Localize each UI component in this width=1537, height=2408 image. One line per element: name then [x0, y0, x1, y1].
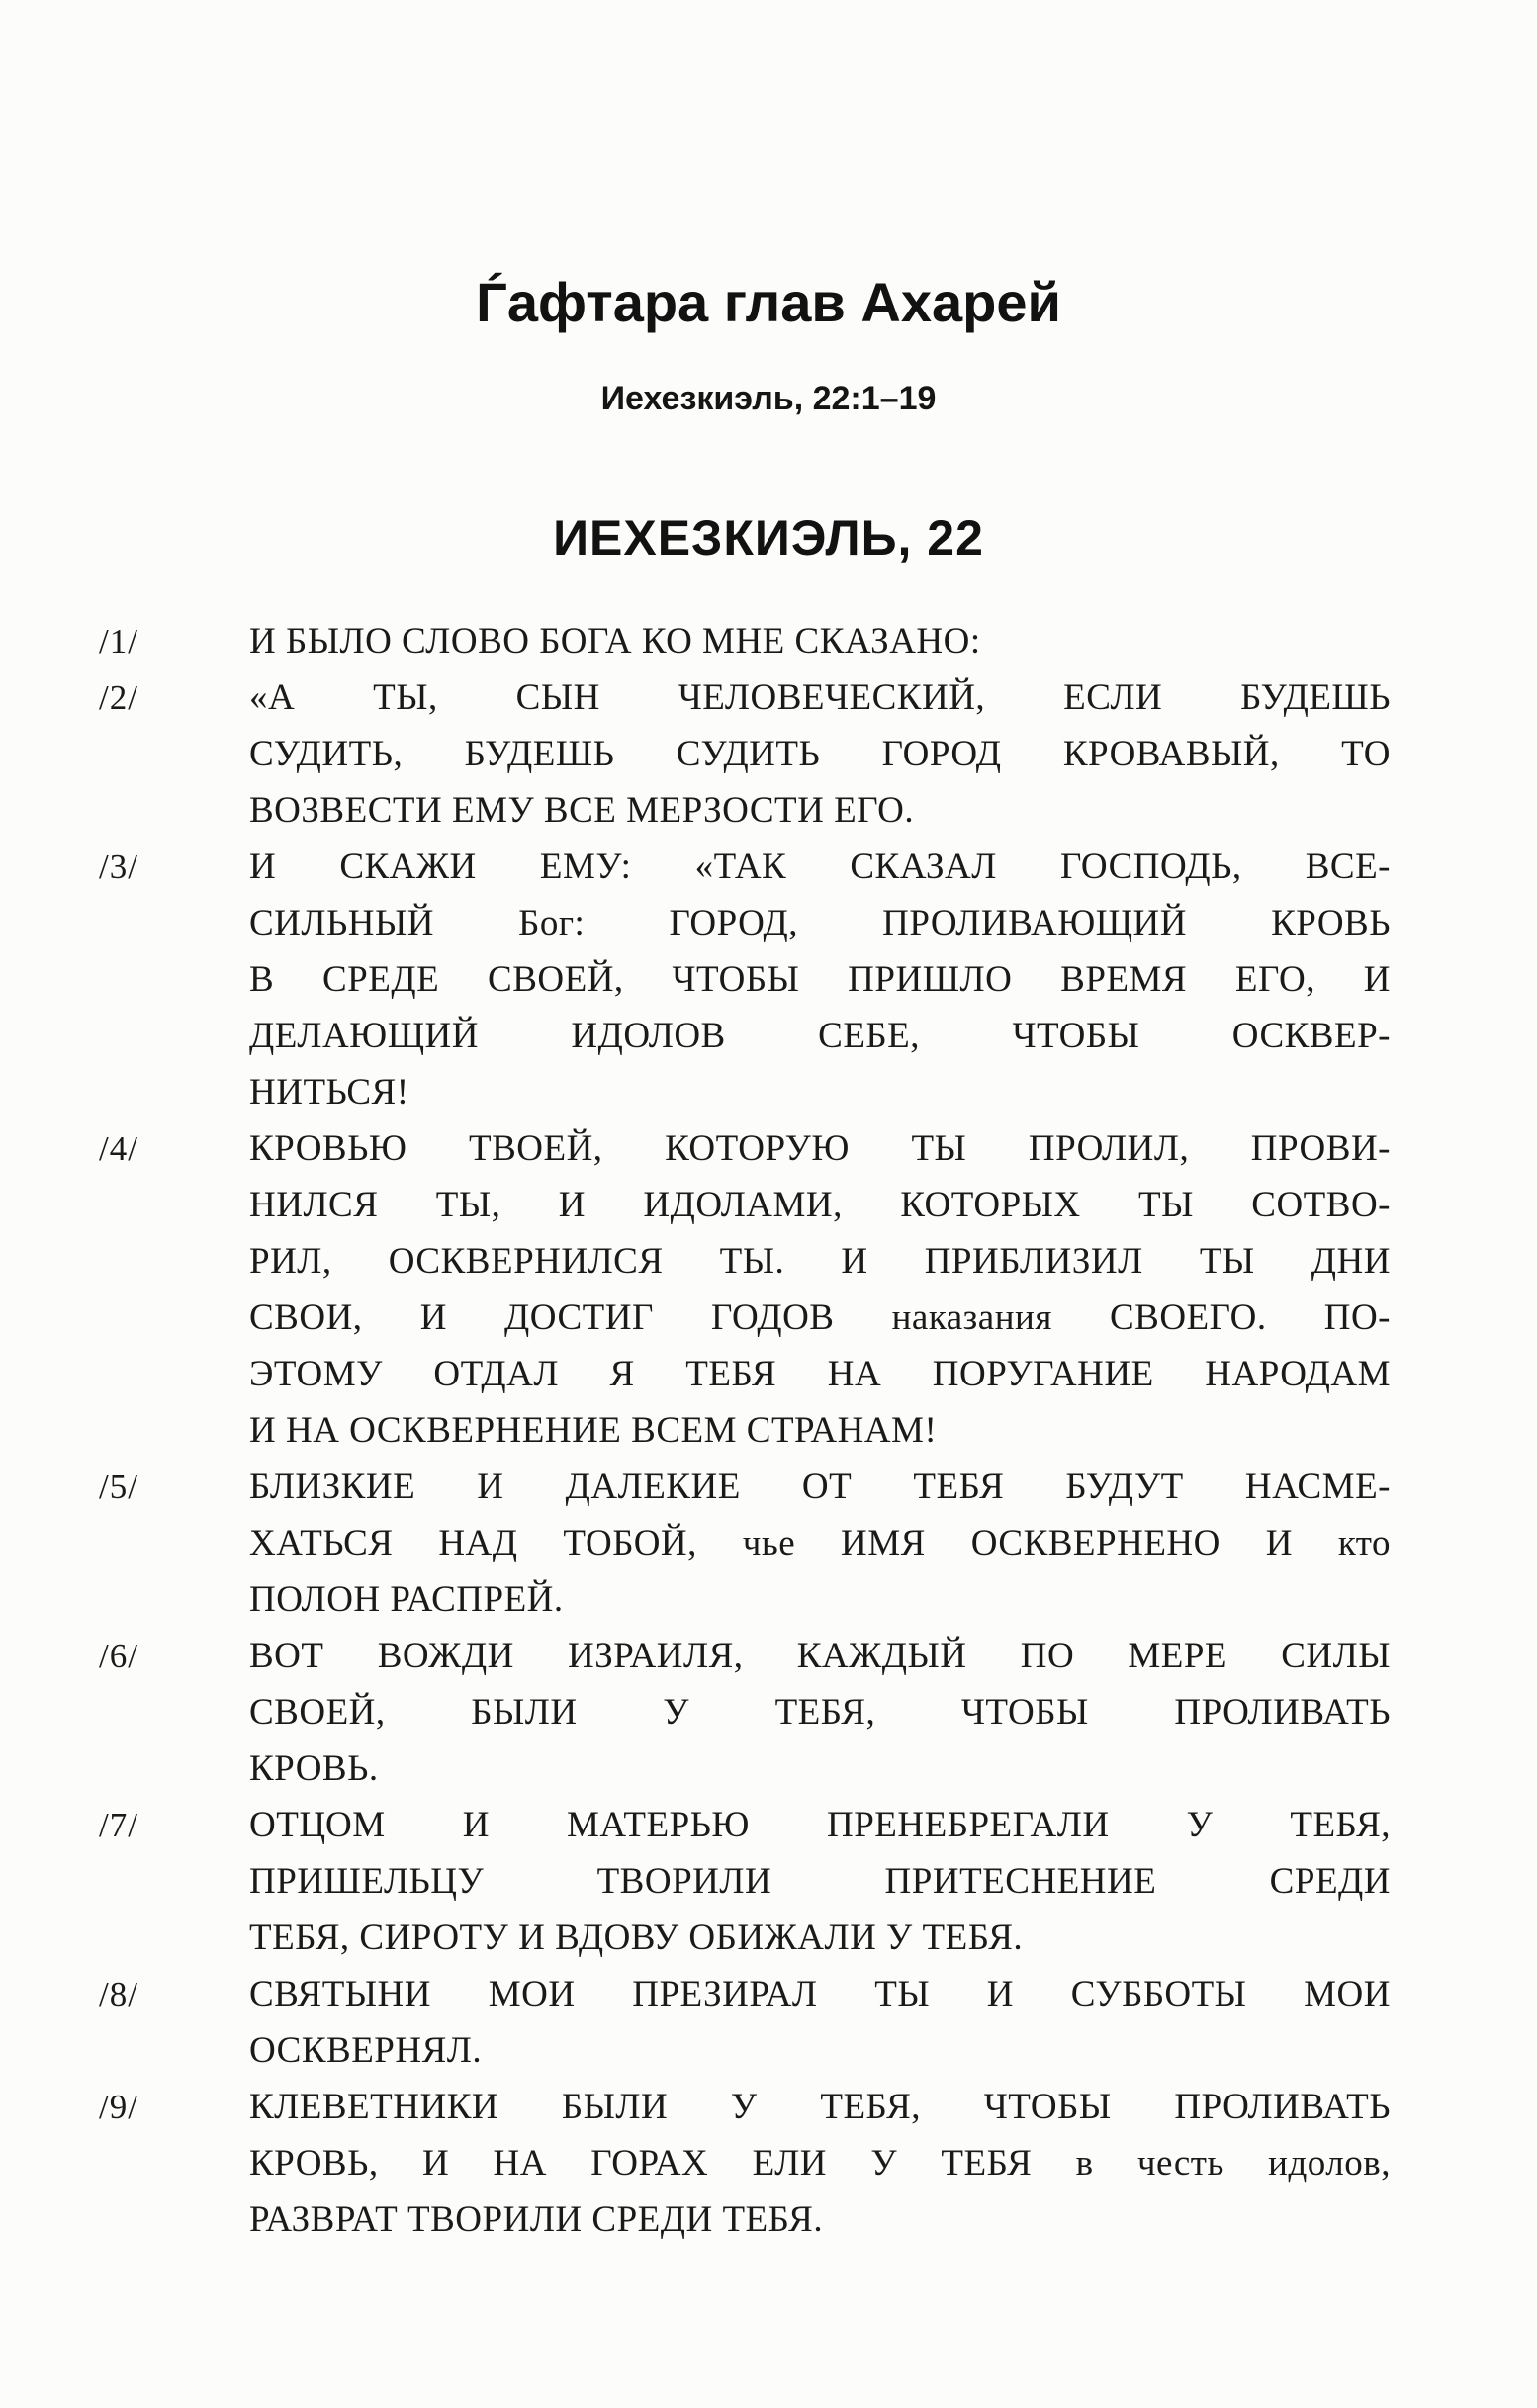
- verse-row: [99, 1628, 1391, 1797]
- verse-line: ЭТОМУ ОТДАЛ Я ТЕБЯ НА ПОРУГАНИЕ НАРОДАМ: [249, 1353, 1391, 1394]
- verse-row: [99, 613, 1391, 669]
- verse-text: [249, 1120, 1391, 1459]
- chapter-heading: ИЕХЕЗКИЭЛЬ, 22: [553, 509, 984, 566]
- verse-line: ПРИШЕЛЬЦУ ТВОРИЛИ ПРИТЕСНЕНИЕ СРЕДИ: [249, 1860, 1391, 1902]
- verse-line: НИЛСЯ ТЫ, И ИДОЛАМИ, КОТОРЫХ ТЫ СОТВО-: [249, 1184, 1391, 1225]
- verse-number: /2/: [99, 677, 138, 717]
- verse-line: ПОЛОН РАСПРЕЙ.: [249, 1578, 564, 1620]
- verse-line: «А ТЫ, СЫН ЧЕЛОВЕЧЕСКИЙ, ЕСЛИ БУДЕШЬ: [249, 676, 1391, 718]
- verse-line: РАЗВРАТ ТВОРИЛИ СРЕДИ ТЕБЯ.: [249, 2198, 824, 2240]
- verse-line: КРОВЬ, И НА ГОРАХ ЕЛИ У ТЕБЯ в честь идолов,: [249, 2142, 1391, 2184]
- verse-line: НИТЬСЯ!: [249, 1071, 409, 1113]
- verse-row: [99, 1797, 1391, 1966]
- verse-line: И НА ОСКВЕРНЕНИЕ ВСЕМ СТРАНАМ!: [249, 1409, 938, 1451]
- verse-row: [99, 1120, 1391, 1459]
- verse-line: ВОТ ВОЖДИ ИЗРАИЛЯ, КАЖДЫЙ ПО МЕРЕ СИЛЫ: [249, 1635, 1391, 1676]
- verse-line: СИЛЬНЫЙ Бог: ГОРОД, ПРОЛИВАЮЩИЙ КРОВЬ: [249, 902, 1391, 943]
- verse-number: /4/: [99, 1128, 138, 1168]
- verse-line: ТЕБЯ, СИРОТУ И ВДОВУ ОБИЖАЛИ У ТЕБЯ.: [249, 1917, 1024, 1958]
- verse-line: ВОЗВЕСТИ ЕМУ ВСЕ МЕРЗОСТИ ЕГО.: [249, 789, 915, 831]
- verse-line: ОСКВЕРНЯЛ.: [249, 2029, 483, 2071]
- verse-line: СВОИ, И ДОСТИГ ГОДОВ наказания СВОЕГО. ПО-: [249, 1296, 1391, 1338]
- page-title: Ѓафтара глав Ахарей: [476, 271, 1061, 333]
- verse-number: /9/: [99, 2087, 138, 2126]
- verse-line: И БЫЛО СЛОВО БОГА КО МНЕ СКАЗАНО:: [249, 620, 981, 662]
- verse-text: [249, 2079, 1391, 2248]
- verse-line: СУДИТЬ, БУДЕШЬ СУДИТЬ ГОРОД КРОВАВЫЙ, ТО: [249, 733, 1391, 774]
- verse-row: [99, 839, 1391, 1120]
- verse-row: [99, 1459, 1391, 1628]
- verse-line: СВЯТЫНИ МОИ ПРЕЗИРАЛ ТЫ И СУББОТЫ МОИ: [249, 1973, 1391, 2014]
- verse-number: /1/: [99, 621, 138, 661]
- verse-number: /6/: [99, 1636, 138, 1675]
- verse-text: [249, 1459, 1391, 1628]
- verse-row: [99, 2079, 1391, 2248]
- verse-number: /3/: [99, 847, 138, 886]
- scripture-reference: Иехезкиэль, 22:1–19: [600, 380, 937, 418]
- verse-line: И СКАЖИ ЕМУ: «ТАК СКАЗАЛ ГОСПОДЬ, ВСЕ-: [249, 846, 1391, 887]
- verse-line: ХАТЬСЯ НАД ТОБОЙ, чье ИМЯ ОСКВЕРНЕНО И кто: [249, 1522, 1391, 1563]
- verse-text: [249, 669, 1391, 839]
- verse-line: ОТЦОМ И МАТЕРЬЮ ПРЕНЕБРЕГАЛИ У ТЕБЯ,: [249, 1804, 1391, 1845]
- verse-text: [249, 1966, 1391, 2079]
- verse-list: [0, 613, 1537, 2248]
- verse-line: КРОВЬЮ ТВОЕЙ, КОТОРУЮ ТЫ ПРОЛИЛ, ПРОВИ-: [249, 1127, 1391, 1169]
- verse-line: КРОВЬ.: [249, 1747, 379, 1789]
- verse-line: ДЕЛАЮЩИЙ ИДОЛОВ СЕБЕ, ЧТОБЫ ОСКВЕР-: [249, 1015, 1391, 1056]
- verse-text: [249, 613, 1391, 669]
- verse-number: /8/: [99, 1974, 138, 2013]
- verse-line: РИЛ, ОСКВЕРНИЛСЯ ТЫ. И ПРИБЛИЗИЛ ТЫ ДНИ: [249, 1240, 1391, 1282]
- verse-text: [249, 839, 1391, 1120]
- verse-line: СВОЕЙ, БЫЛИ У ТЕБЯ, ЧТОБЫ ПРОЛИВАТЬ: [249, 1691, 1391, 1733]
- verse-number: /5/: [99, 1467, 138, 1506]
- verse-text: [249, 1628, 1391, 1797]
- verse-row: [99, 1966, 1391, 2079]
- verse-line: БЛИЗКИЕ И ДАЛЕКИЕ ОТ ТЕБЯ БУДУТ НАСМЕ-: [249, 1466, 1391, 1507]
- verse-line: В СРЕДЕ СВОЕЙ, ЧТОБЫ ПРИШЛО ВРЕМЯ ЕГО, И: [249, 958, 1391, 1000]
- verse-row: [99, 669, 1391, 839]
- verse-number: /7/: [99, 1805, 138, 1844]
- verse-line: КЛЕВЕТНИКИ БЫЛИ У ТЕБЯ, ЧТОБЫ ПРОЛИВАТЬ: [249, 2086, 1391, 2127]
- verse-text: [249, 1797, 1391, 1966]
